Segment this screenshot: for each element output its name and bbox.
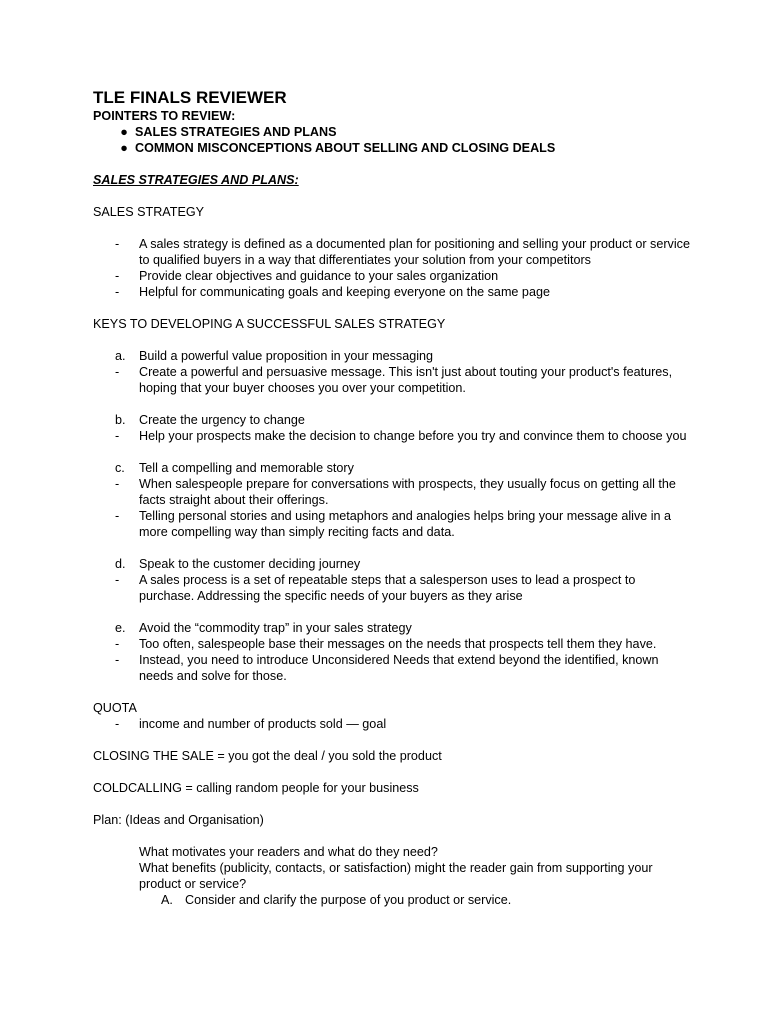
quota-heading: QUOTA bbox=[93, 701, 137, 715]
keys-heading: KEYS TO DEVELOPING A SUCCESSFUL SALES STRATEGY bbox=[93, 317, 446, 331]
list-item: - Too often, salespeople base their messages on the needs that prospects tell them they have. bbox=[115, 637, 657, 651]
list-item: - Helpful for communicating goals and keeping everyone on the same page bbox=[115, 285, 550, 299]
key-item-b: b. Create the urgency to change bbox=[115, 413, 305, 427]
plan-sub-item: A. Consider and clarify the purpose of you product or service. bbox=[161, 893, 512, 907]
list-item: - A sales process is a set of repeatable steps that a salesperson uses to lead a prospect to purchase. Addressing the specific needs of your buyers as they arise bbox=[115, 573, 636, 603]
list-item: - income and number of products sold — goal bbox=[115, 717, 387, 731]
key-item-c: c. Tell a compelling and memorable story bbox=[115, 461, 354, 475]
document-title: TLE FINALS REVIEWER bbox=[93, 88, 287, 107]
list-item: - Provide clear objectives and guidance to your sales organization bbox=[115, 269, 499, 283]
sales-strategy-heading: SALES STRATEGY bbox=[93, 205, 205, 219]
list-item: - Create a powerful and persuasive message. This isn't just about touting your product's features, hoping that your buyer chooses you over your competition. bbox=[115, 365, 673, 395]
pointers-list bbox=[93, 124, 693, 156]
plan-line-2: What benefits (publicity, contacts, or satisfaction) might the reader gain from supporting your product or service? bbox=[139, 861, 653, 891]
closing-definition: CLOSING THE SALE = you got the deal / you sold the product bbox=[93, 749, 442, 763]
key-item-d: d. Speak to the customer deciding journey bbox=[115, 557, 361, 571]
bullet-icon: ● bbox=[120, 125, 128, 139]
list-item: - A sales strategy is defined as a documented plan for positioning and selling your product or service to qualified buyers in a way that differentiates your solution from your competitors bbox=[115, 237, 690, 267]
bullet-icon: ● bbox=[120, 141, 128, 155]
list-item: ● SALES STRATEGIES AND PLANS bbox=[113, 124, 693, 140]
pointers-heading: POINTERS TO REVIEW: bbox=[93, 109, 236, 123]
key-item-e: e. Avoid the “commodity trap” in your sales strategy bbox=[115, 621, 412, 635]
plan-heading: Plan: (Ideas and Organisation) bbox=[93, 813, 264, 827]
key-item-a: a. Build a powerful value proposition in your messaging bbox=[115, 349, 434, 363]
list-item: ● COMMON MISCONCEPTIONS ABOUT SELLING AND CLOSING DEALS bbox=[113, 140, 693, 156]
plan-line-1: What motivates your readers and what do they need? bbox=[139, 845, 438, 859]
list-item: - Telling personal stories and using metaphors and analogies helps bring your message alive in a more compelling way than simply reciting facts and data. bbox=[115, 509, 672, 539]
document-page bbox=[93, 88, 693, 908]
list-item: - When salespeople prepare for conversations with prospects, they usually focus on getting all the facts straight about their offerings. bbox=[115, 477, 676, 507]
list-item: - Instead, you need to introduce Unconsidered Needs that extend beyond the identified, known needs and solve for those. bbox=[115, 653, 659, 683]
coldcalling-definition: COLDCALLING = calling random people for your business bbox=[93, 781, 419, 795]
section-heading: SALES STRATEGIES AND PLANS: bbox=[93, 173, 299, 187]
list-item: - Help your prospects make the decision to change before you try and convince them to choose you bbox=[115, 429, 687, 443]
